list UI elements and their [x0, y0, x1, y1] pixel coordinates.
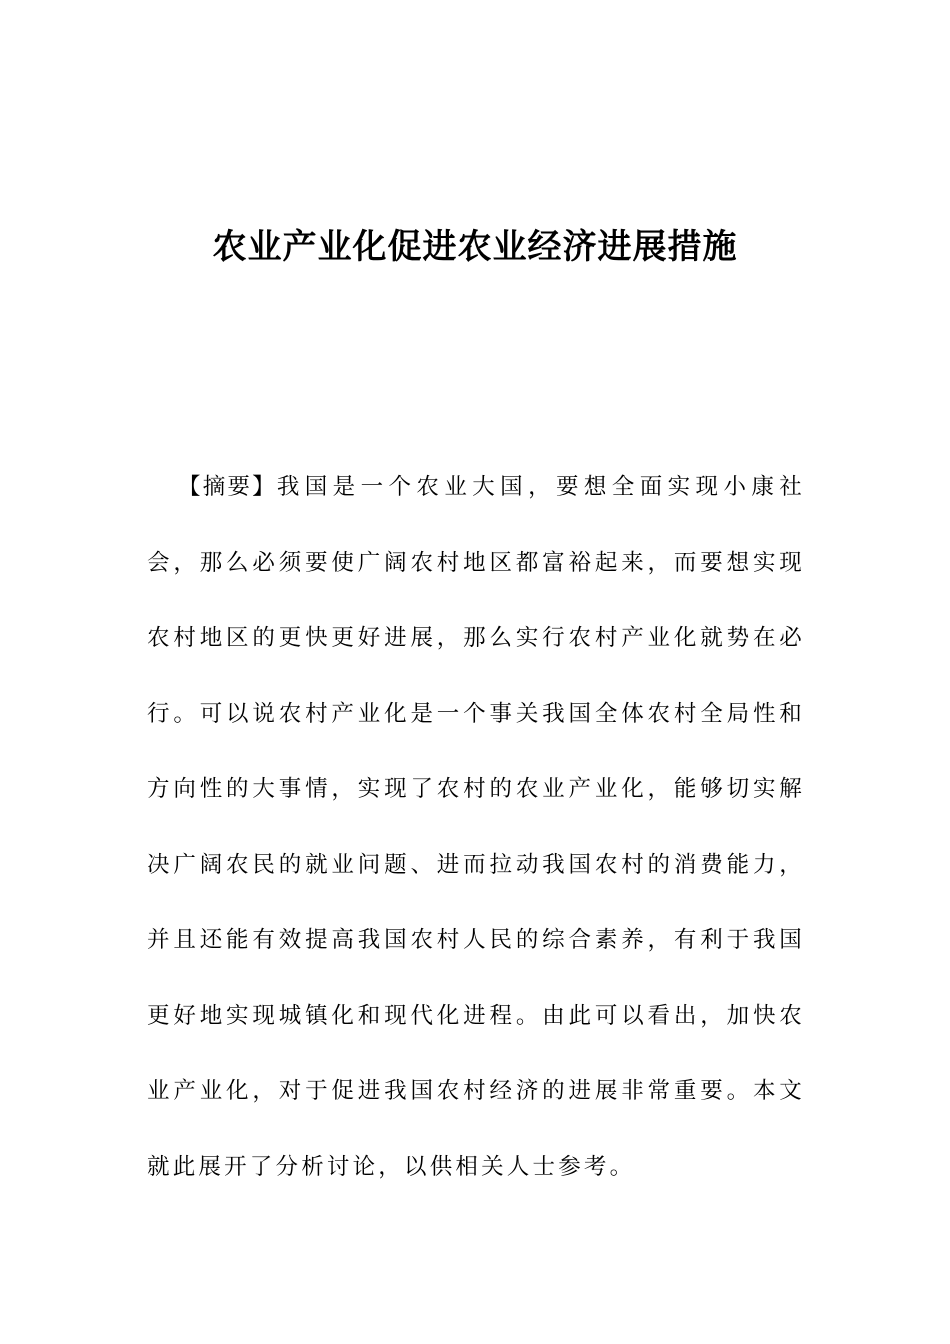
abstract-paragraph [147, 450, 805, 1205]
abstract-text: 我国是一个农业大国，要想全面实现小康社会，那么必须要使广阔农村地区都富裕起来，而要想实现农村地区的更快更好进展，那么实行农村产业化就势在必行。可以说农村产业化是一个事关我国全体农村全局性和方向性的大事情，实现了农村的农业产业化，能够切实解决广阔农民的就业问题、进而拉动我国农村的消费能力，并且还能有效提高我国农村人民的综合素养，有利于我国更好地实现城镇化和现代化进程。由此可以看出，加快农业产业化，对于促进我国农村经济的进展非常重要。本文就此展开了分析讨论，以供相关人士参考。 [147, 474, 805, 1180]
document-title: 农业产业化促进农业经济进展措施 [212, 227, 738, 267]
abstract-label: 【摘要】 [178, 474, 277, 500]
